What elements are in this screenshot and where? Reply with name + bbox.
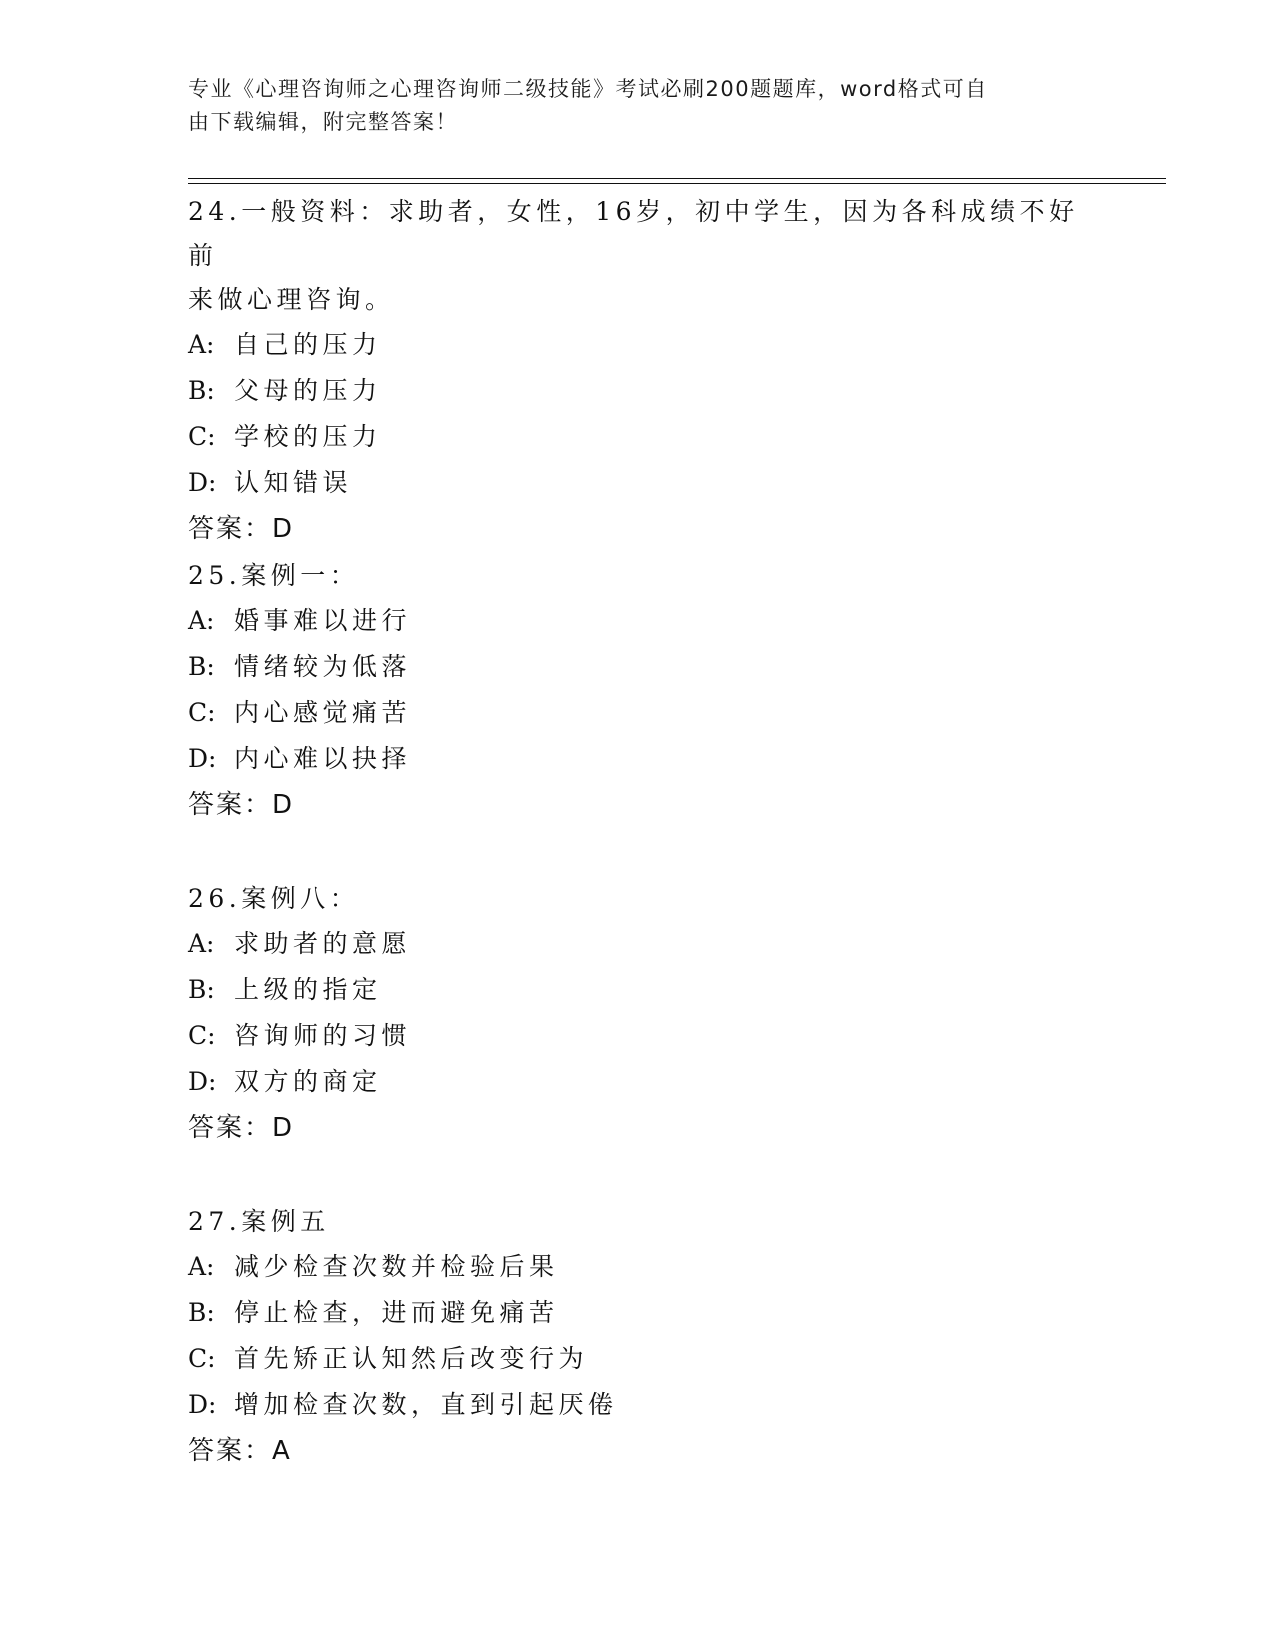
option-d — [188, 1382, 1108, 1428]
header-line-2: 由下载编辑，附完整答案！ — [188, 110, 458, 134]
option-key: C: — [188, 422, 216, 451]
option-a — [188, 598, 1108, 644]
option-text: 咨询师的习惯 — [234, 1021, 412, 1050]
option-key: B: — [188, 376, 215, 405]
option-text: 双方的商定 — [234, 1067, 382, 1096]
option-c — [188, 1013, 1108, 1059]
question-stem: 26.案例八： — [188, 884, 360, 913]
answer-line: 答案：D — [188, 1113, 295, 1143]
answer-line: 答案：D — [188, 514, 295, 544]
option-c — [188, 690, 1108, 736]
question-stem: 27.案例五 — [188, 1207, 330, 1236]
question-stem: 24.一般资料：求助者，女性，16岁，初中学生，因为各科成绩不好前 — [188, 197, 1079, 270]
option-text: 学校的压力 — [234, 422, 382, 451]
option-key: A: — [188, 1252, 215, 1281]
option-d — [188, 1059, 1108, 1105]
question-26 — [188, 877, 1108, 1151]
option-a — [188, 1244, 1108, 1290]
option-key: A: — [188, 330, 215, 359]
option-key: C: — [188, 1021, 216, 1050]
option-key: D: — [188, 1390, 217, 1419]
option-b — [188, 967, 1108, 1013]
answer-line: 答案：D — [188, 790, 295, 820]
option-key: C: — [188, 1344, 216, 1373]
option-a — [188, 921, 1108, 967]
option-text: 自己的压力 — [234, 330, 382, 359]
option-key: B: — [188, 1298, 215, 1327]
question-25 — [188, 554, 1108, 828]
question-stem-continued: 来做心理咨询。 — [188, 285, 395, 314]
option-text: 情绪较为低落 — [234, 652, 412, 681]
option-b — [188, 368, 1108, 414]
option-text: 婚事难以进行 — [234, 606, 412, 635]
option-text: 父母的压力 — [234, 376, 382, 405]
option-c — [188, 1336, 1108, 1382]
question-27 — [188, 1200, 1108, 1474]
option-text: 内心难以抉择 — [234, 744, 412, 773]
document-header — [188, 73, 1068, 139]
option-b — [188, 1290, 1108, 1336]
option-key: D: — [188, 468, 217, 497]
option-d — [188, 736, 1108, 782]
option-key: D: — [188, 744, 217, 773]
option-key: A: — [188, 606, 215, 635]
option-text: 增加检查次数，直到引起厌倦 — [234, 1390, 618, 1419]
option-text: 停止检查，进而避免痛苦 — [234, 1298, 559, 1327]
header-divider-bottom — [188, 183, 1166, 184]
option-key: B: — [188, 975, 215, 1004]
question-stem: 25.案例一： — [188, 561, 360, 590]
option-text: 首先矫正认知然后改变行为 — [234, 1344, 589, 1373]
option-key: D: — [188, 1067, 217, 1096]
option-d — [188, 460, 1108, 506]
option-a — [188, 322, 1108, 368]
answer-line: 答案：A — [188, 1436, 292, 1466]
option-text: 减少检查次数并检验后果 — [234, 1252, 559, 1281]
option-c — [188, 414, 1108, 460]
option-b — [188, 644, 1108, 690]
option-text: 认知错误 — [234, 468, 353, 497]
header-line-1: 专业《心理咨询师之心理咨询师二级技能》考试必刷200题题库，word格式可自 — [188, 77, 988, 101]
question-24 — [188, 190, 1108, 552]
option-key: B: — [188, 652, 215, 681]
option-text: 上级的指定 — [234, 975, 382, 1004]
header-divider-top — [188, 178, 1166, 179]
option-key: C: — [188, 698, 216, 727]
option-key: A: — [188, 929, 215, 958]
option-text: 求助者的意愿 — [234, 929, 412, 958]
option-text: 内心感觉痛苦 — [234, 698, 412, 727]
